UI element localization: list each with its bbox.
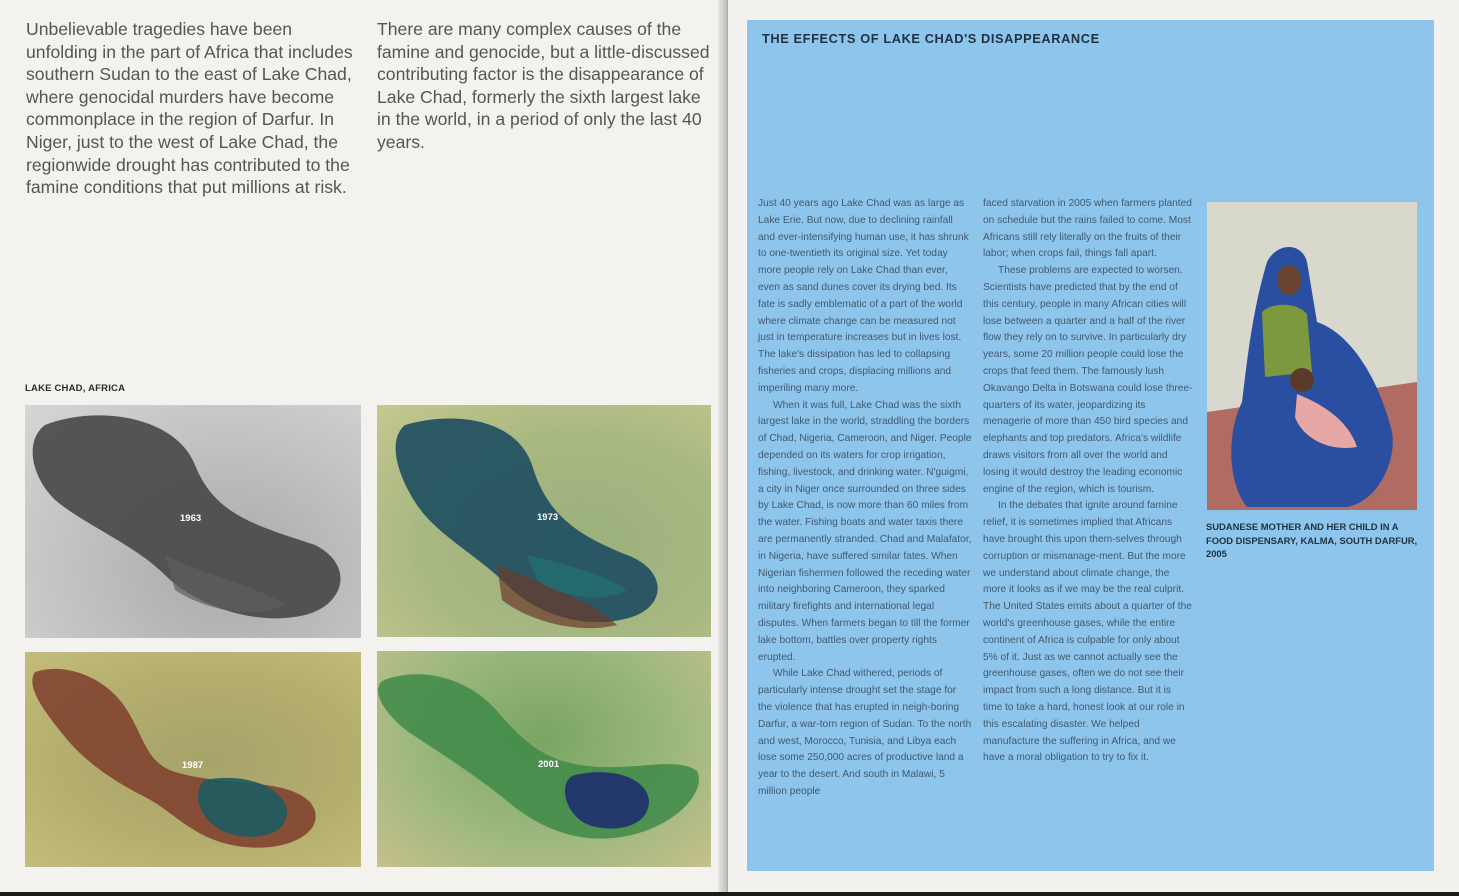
paragraph: Just 40 years ago Lake Chad was as large as Lake Erie. But now, due to declining rainfall and ever-intensifying human use, it has shrunk to one-twentieth its original size. Yet today more people rely on Lake Chad than ever, even as sand dunes cover its drying bed. Its fate is sadly emblematic of a part of the world where climate change can be measured not just in temperature increases but in lives lost. The lake's dissipation has led to collapsing fisheries and crops, displacing millions and imperiling many more. bbox=[758, 198, 969, 394]
year-label: 1963 bbox=[180, 513, 202, 524]
left-page bbox=[0, 0, 724, 892]
satellite-image-1963 bbox=[25, 405, 361, 638]
paragraph: When it was full, Lake Chad was the sixth largest lake in the world, straddling the borders of Chad, Nigeria, Cameroon, and Niger. People depended on its waters for crop irrigation, fishing, livestock, and drinking water. N'guigmi, a city in Niger once surrounded on three sides by Lake Chad, is now more than 60 miles from the water. Fishing boats and water taxis there are permanently stranded. Chad and Malafator, in Nigeria, have suffered similar fates. When Nigerian fishermen followed the receding water into neighboring Cameroon, they sparked military firefights and international legal disputes. When farmers began to till the former lake bottom, battles over property rights erupted. bbox=[758, 399, 972, 663]
map-section-label: LAKE CHAD, AFRICA bbox=[25, 383, 126, 394]
article-title: THE EFFECTS OF LAKE CHAD'S DISAPPEARANCE bbox=[762, 31, 1100, 46]
paragraph: faced starvation in 2005 when farmers planted on schedule but the rains failed to come. Most Africans still rely literally on the fruits of their labor; when crops fail, things fall apart. bbox=[983, 198, 1192, 260]
paragraph: While Lake Chad withered, periods of particularly intense drought set the stage for the violence that has erupted in neigh-boring Darfur, a war-torn region of Sudan. To the north and west, Morocco, Tunisia, and Libya each lose some 250,000 acres of productive land a year to the desert. And south in Malawi, 5 million people bbox=[758, 668, 972, 797]
year-label: 1973 bbox=[537, 512, 559, 523]
intro-left-text: Unbelievable tragedies have been unfolding in the part of Africa that includes southern Sudan to the east of Lake Chad, where genocidal murders have become commonplace in the region of Darfur. In Niger, just to the west of Lake Chad, the regionwide drought has contributed to the famine conditions that put millions at risk. bbox=[26, 19, 353, 198]
year-label: 2001 bbox=[538, 759, 560, 770]
satellite-image-1973 bbox=[377, 405, 711, 637]
satellite-image-1987 bbox=[25, 652, 361, 867]
mother-and-child-photo bbox=[1207, 202, 1417, 510]
year-label: 1987 bbox=[182, 760, 204, 771]
photo-caption: SUDANESE MOTHER AND HER CHILD IN A FOOD DISPENSARY, KALMA, SOUTH DARFUR, 2005 bbox=[1206, 521, 1418, 559]
satellite-image-2001 bbox=[377, 651, 711, 867]
paragraph: In the debates that ignite around famine relief, it is sometimes implied that Africans have brought this upon them-selves through corruption or mismanage-ment. But the more we understand about climate change, the more it looks as if we may be the real culprit. The United States emits about a quarter of the world's greenhouse gases, while the entire continent of Africa is culpable for only about 5% of it. Just as we cannot actually see the greenhouse gases, often we do not see their impact from such a long distance. But it is time to take a hard, honest look at our role in this escalating disaster. We helped manufacture the suffering in Africa, and we have a moral obligation to try to fix it. bbox=[983, 500, 1192, 764]
intro-paragraph-right bbox=[377, 18, 712, 154]
paragraph: These problems are expected to worsen. Scientists have predicted that by the end of this century, people in many African cities will lose between a quarter and a half of the river flow they rely on to survive. In particularly dry years, some 20 million people could lose the crops that feed them. The famously lush Okavango Delta in Botswana could lose three-quarters of its water, jeopardizing its menagerie of more than 450 bird species and elephants and top predators. Africa's wildlife draws visitors from all over the world and losing it would destroy the leading economic engine of the region, which is tourism. bbox=[983, 265, 1193, 495]
photo-illustration bbox=[1207, 202, 1417, 510]
intro-paragraph-left bbox=[26, 18, 366, 199]
article-column-2 bbox=[983, 196, 1193, 767]
intro-right-text: There are many complex causes of the famine and genocide, but a little-discussed contributing factor is the disappearance of Lake Chad, formerly the sixth largest lake in the world, in a period of only the last 40 years. bbox=[377, 19, 710, 152]
article-column-1 bbox=[758, 196, 972, 801]
